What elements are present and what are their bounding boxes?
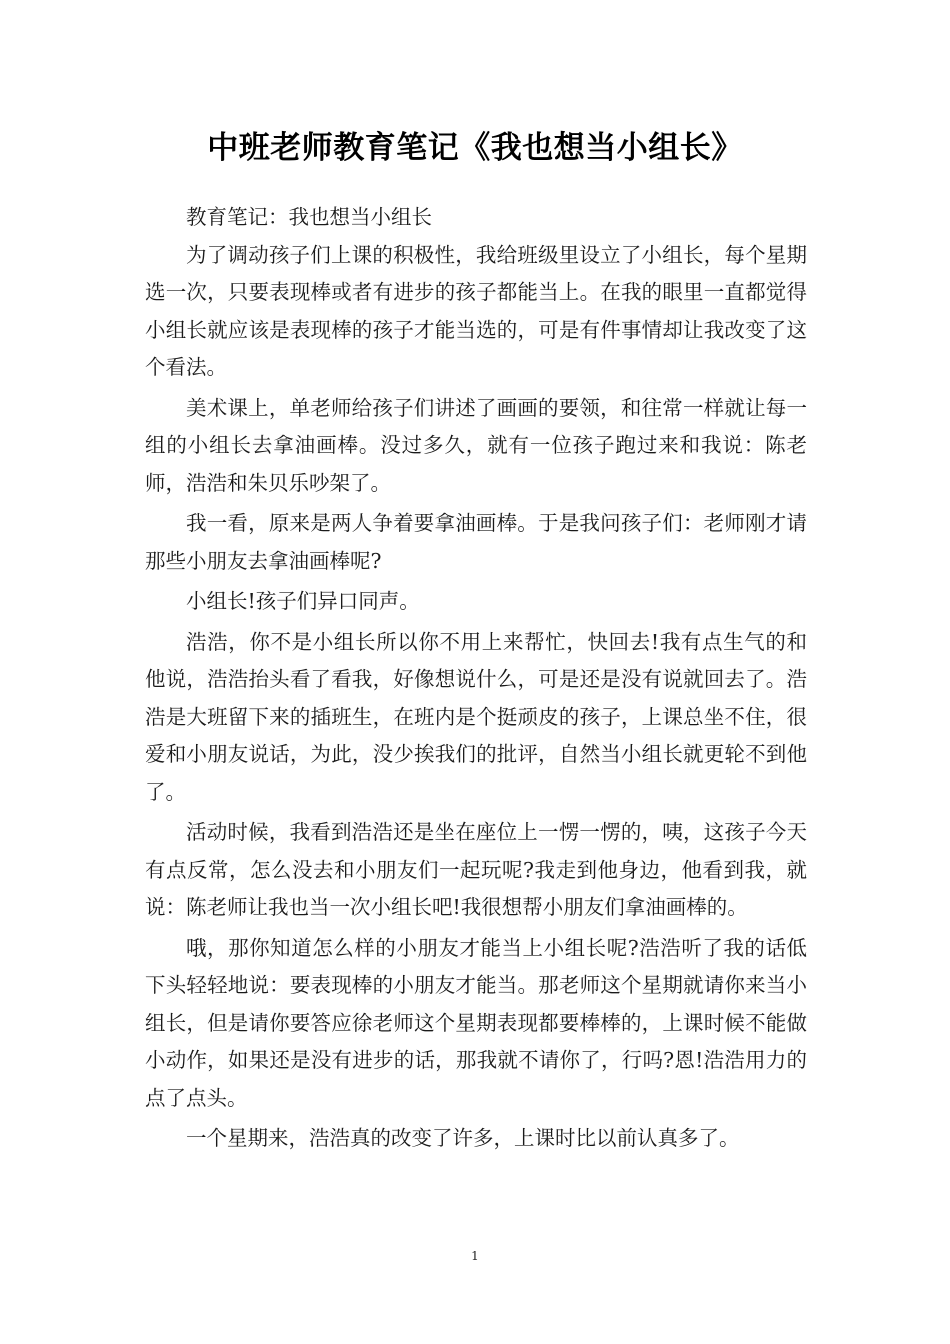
paragraph: 我一看，原来是两人争着要拿油画棒。于是我问孩子们：老师刚才请那些小朋友去拿油画棒呢?	[145, 511, 807, 573]
paragraph: 浩浩，你不是小组长所以你不用上来帮忙，快回去!我有点生气的和他说，浩浩抬头看了看我，好像想说什么，可是还是没有说就回去了。浩浩是大班留下来的插班生，在班内是个挺顽皮的孩子，上课总坐不住，很爱和小朋友说话，为此，没少挨我们的批评，自然当小组长就更轮不到他了。	[145, 629, 807, 804]
paragraph: 美术课上，单老师给孩子们讲述了画画的要领，和往常一样就让每一组的小组长去拿油画棒。没过多久，就有一位孩子跑过来和我说：陈老师，浩浩和朱贝乐吵架了。	[145, 395, 807, 495]
paragraph: 活动时候，我看到浩浩还是坐在座位上一愣一愣的，咦，这孩子今天有点反常，怎么没去和小朋友们一起玩呢?我走到他身边，他看到我，就说：陈老师让我也当一次小组长吧!我很想帮小朋友们拿油画棒的。	[145, 820, 807, 919]
paragraph-heading: 教育笔记：我也想当小组长	[186, 205, 432, 229]
paragraph: 小组长!孩子们异口同声。	[186, 589, 420, 613]
paragraph: 一个星期来，浩浩真的改变了许多，上课时比以前认真多了。	[186, 1126, 740, 1150]
document-title: 中班老师教育笔记《我也想当小组长》	[207, 130, 743, 166]
page-number: 1	[471, 1249, 479, 1263]
paragraph: 为了调动孩子们上课的积极性，我给班级里设立了小组长，每个星期选一次，只要表现棒或者有进步的孩子都能当上。在我的眼里一直都觉得小组长就应该是表现棒的孩子才能当选的，可是有件事情却让我改变了这个看法。	[145, 242, 807, 379]
paragraph: 哦，那你知道怎么样的小朋友才能当上小组长呢?浩浩听了我的话低下头轻轻地说：要表现棒的小朋友才能当。那老师这个星期就请你来当小组长，但是请你要答应徐老师这个星期表现都要棒棒的，上课时候不能做小动作，如果还是没有进步的话，那我就不请你了，行吗?恩!浩浩用力的点了点头。	[145, 935, 807, 1110]
document-body	[145, 199, 807, 1158]
